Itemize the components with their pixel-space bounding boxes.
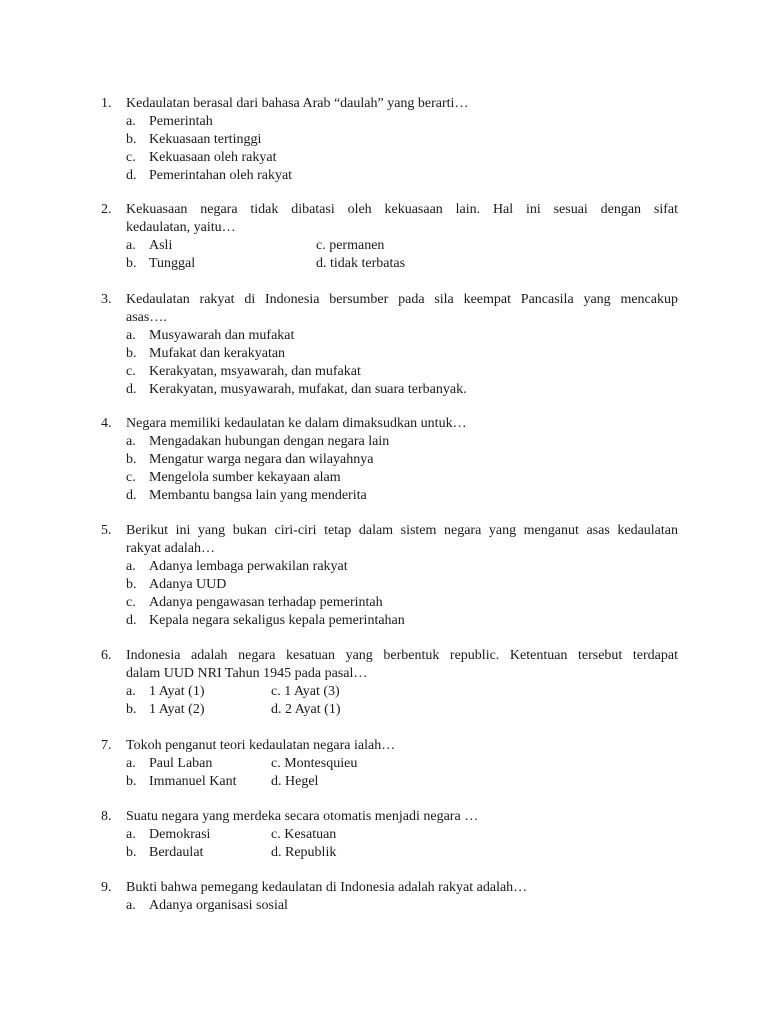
option-text: Adanya pengawasan terhadap pemerintah (149, 595, 383, 610)
option-text: Membantu bangsa lain yang menderita (149, 488, 367, 503)
question-text: Tokoh penganut teori kedaulatan negara ialah… (126, 738, 396, 753)
question-text-continued: asas…. (126, 310, 167, 325)
option-letter: c. (126, 470, 136, 485)
question-number: 4. (101, 416, 112, 431)
option-text: Demokrasi (149, 827, 211, 842)
option-text: 1 Ayat (1) (149, 684, 205, 699)
option-text: Pemerintahan oleh rakyat (149, 168, 293, 183)
option-letter: a. (126, 238, 136, 253)
option-letter: b. (126, 702, 137, 717)
question-number: 3. (101, 292, 112, 307)
option-text: Immanuel Kant (149, 774, 237, 789)
option-letter: a. (126, 328, 136, 343)
option-letter: d. (126, 382, 137, 397)
option-letter: b. (126, 346, 137, 361)
option-text: Adanya UUD (149, 577, 227, 592)
question-text: Kedaulatan berasal dari bahasa Arab “daulah” yang berarti… (126, 96, 469, 111)
option-text: Mufakat dan kerakyatan (149, 346, 286, 361)
option-text: Kekuasaan oleh rakyat (149, 150, 277, 165)
question-number: 7. (101, 738, 112, 753)
option-text: Musyawarah dan mufakat (149, 328, 295, 343)
option-text: Mengadakan hubungan dengan negara lain (149, 434, 390, 449)
option-text: c. permanen (316, 238, 385, 253)
question-text: Negara memiliki kedaulatan ke dalam dimaksudkan untuk… (126, 416, 467, 431)
option-text: Adanya lembaga perwakilan rakyat (149, 559, 348, 574)
question-number: 2. (101, 202, 112, 217)
question-number: 5. (101, 523, 112, 538)
option-letter: d. (126, 168, 137, 183)
option-text: Paul Laban (149, 756, 213, 771)
option-text: 1 Ayat (2) (149, 702, 205, 717)
question-text-continued: dalam UUD NRI Tahun 1945 pada pasal… (126, 666, 368, 681)
option-letter: a. (126, 898, 136, 913)
option-text: Mengatur warga negara dan wilayahnya (149, 452, 374, 467)
option-letter: a. (126, 559, 136, 574)
question-number: 6. (101, 648, 112, 663)
question-number: 8. (101, 809, 112, 824)
option-text: Kepala negara sekaligus kepala pemerintahan (149, 613, 405, 628)
option-text: Kerakyatan, msyawarah, dan mufakat (149, 364, 361, 379)
question-text: Kedaulatan rakyat di Indonesia bersumber pada sila keempat Pancasila yang mencakup (126, 292, 678, 307)
question-text-continued: kedaulatan, yaitu… (126, 220, 236, 235)
option-letter: b. (126, 256, 137, 271)
option-text: c. Kesatuan (271, 827, 337, 842)
option-letter: a. (126, 827, 136, 842)
option-letter: b. (126, 452, 137, 467)
option-text: Adanya organisasi sosial (149, 898, 288, 913)
option-letter: c. (126, 364, 136, 379)
option-text: Mengelola sumber kekayaan alam (149, 470, 341, 485)
option-letter: b. (126, 845, 137, 860)
question-text: Indonesia adalah negara kesatuan yang berbentuk republic. Ketentuan tersebut terdapat (126, 648, 678, 663)
question-text: Bukti bahwa pemegang kedaulatan di Indonesia adalah rakyat adalah… (126, 880, 528, 895)
option-text: d. tidak terbatas (316, 256, 406, 271)
option-letter: d. (126, 488, 137, 503)
option-text: d. Republik (271, 845, 337, 860)
option-letter: a. (126, 756, 136, 771)
option-text: Kerakyatan, musyawarah, mufakat, dan suara terbanyak. (149, 382, 467, 397)
option-letter: b. (126, 132, 137, 147)
option-letter: a. (126, 684, 136, 699)
option-letter: b. (126, 774, 137, 789)
question-text: Suatu negara yang merdeka secara otomatis menjadi negara … (126, 809, 479, 824)
option-letter: c. (126, 150, 136, 165)
question-number: 9. (101, 880, 112, 895)
option-text: d. Hegel (271, 774, 319, 789)
question-text: Berikut ini yang bukan ciri-ciri tetap dalam sistem negara yang menganut asas kedaulatan (126, 523, 678, 538)
option-text: Pemerintah (149, 114, 213, 129)
option-letter: c. (126, 595, 136, 610)
option-text: Tunggal (149, 256, 196, 271)
question-number: 1. (101, 96, 112, 111)
option-text: Berdaulat (149, 845, 204, 860)
option-letter: a. (126, 434, 136, 449)
option-text: Asli (149, 238, 173, 253)
option-text: Kekuasaan tertinggi (149, 132, 262, 147)
option-letter: a. (126, 114, 136, 129)
question-text-continued: rakyat adalah… (126, 541, 216, 556)
option-letter: d. (126, 613, 137, 628)
option-text: c. Montesquieu (271, 756, 358, 771)
option-letter: b. (126, 577, 137, 592)
option-text: d. 2 Ayat (1) (271, 702, 341, 717)
option-text: c. 1 Ayat (3) (271, 684, 340, 699)
question-text: Kekuasaan negara tidak dibatasi oleh kekuasaan lain. Hal ini sesuai dengan sifat (126, 202, 678, 217)
